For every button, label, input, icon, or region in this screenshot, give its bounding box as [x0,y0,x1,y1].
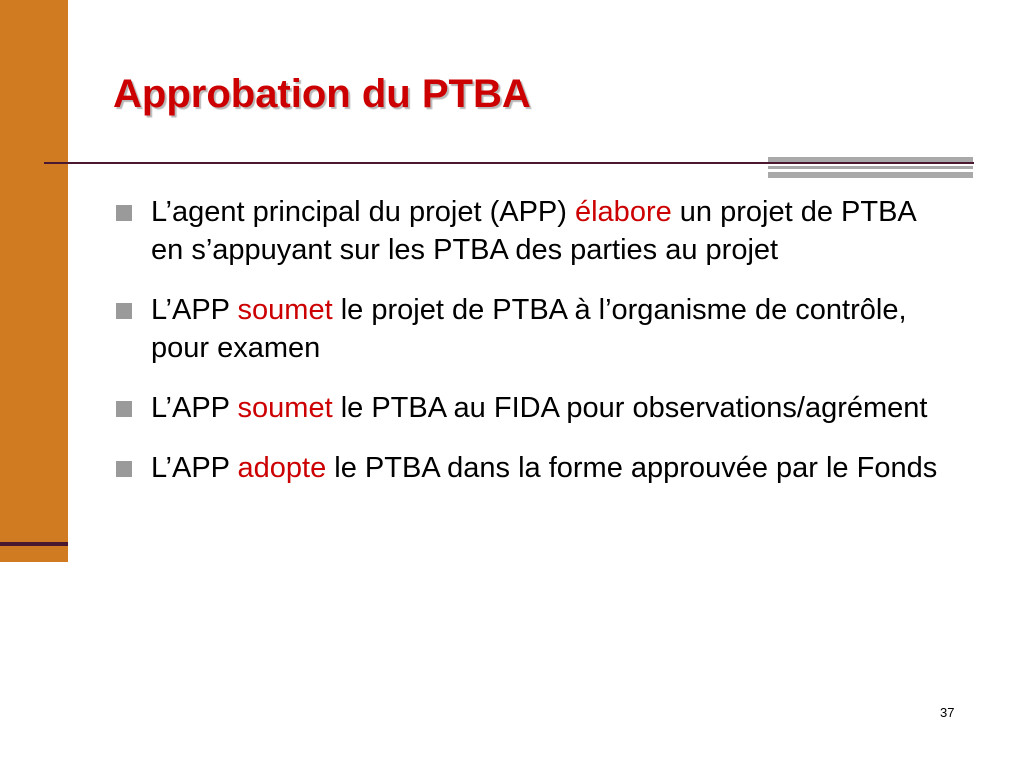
square-bullet-icon [116,401,132,417]
bullet-list [115,193,955,509]
bullet-text: un projet de PTBA en s’appuyant sur les PTBA des parties au projet [151,196,916,266]
gray-bar [768,166,973,169]
gray-bar [768,157,973,162]
bullet-text: le projet de PTBA à l’organisme de contrôle, pour examen [151,294,907,364]
left-accent-bar [0,0,68,562]
bullet-text: le PTBA dans la forme approuvée par le Fonds [326,452,938,484]
bullet-text: L’APP [151,392,238,424]
slide-title: Approbation du PTBA [113,72,531,116]
bullet-item [115,193,955,269]
bullet-text: L’agent principal du projet (APP) [151,196,575,228]
square-bullet-icon [116,303,132,319]
page-number: 37 [940,705,955,720]
bullet-text: L’APP [151,452,238,484]
square-bullet-icon [116,461,132,477]
gray-bar [768,172,973,178]
bullet-item [115,291,955,367]
bullet-text: le PTBA au FIDA pour observations/agrément [332,392,928,424]
decorative-gray-bars [768,157,973,179]
left-accent-line [0,542,68,546]
square-bullet-icon [116,205,132,221]
bullet-highlight: adopte [237,452,327,484]
bullet-highlight: élabore [574,196,672,228]
bullet-highlight: soumet [237,294,333,326]
bullet-item [115,389,955,427]
bullet-text: L’APP [151,294,238,326]
bullet-item [115,449,955,487]
bullet-highlight: soumet [237,392,333,424]
